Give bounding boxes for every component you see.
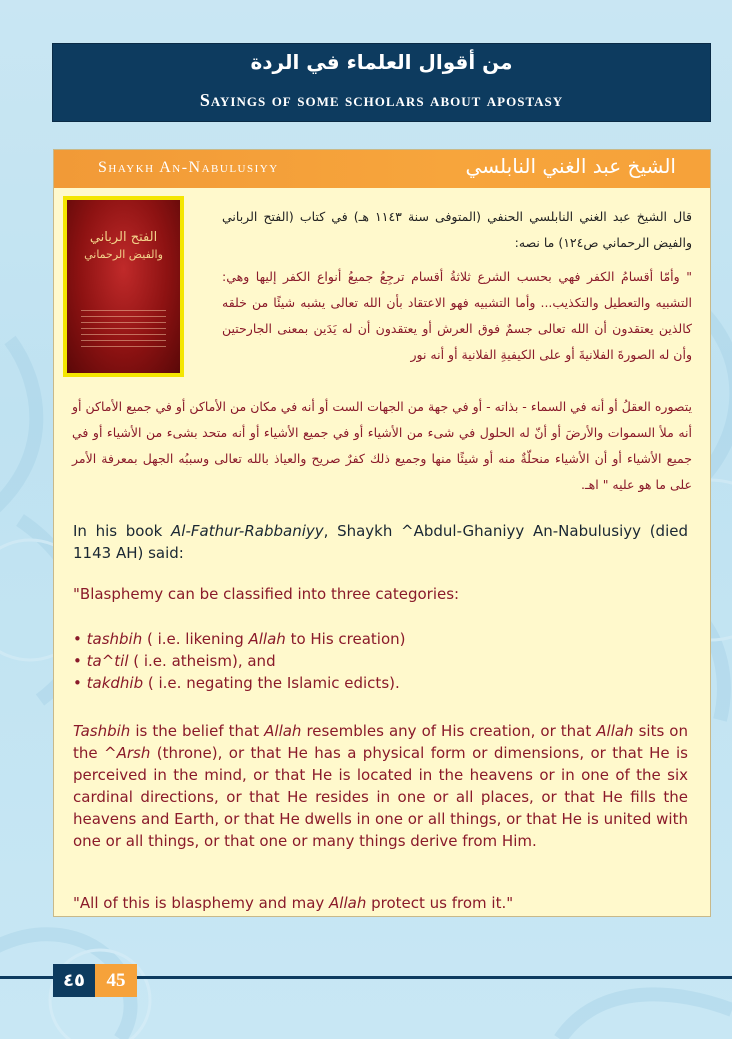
- arsh-word: ^Arsh: [104, 744, 151, 762]
- book-cover: [67, 200, 180, 373]
- term: tashbih: [86, 630, 143, 648]
- title-banner: [52, 43, 711, 122]
- tashbih-paragraph: [73, 720, 688, 852]
- allah-word: Allah: [248, 630, 286, 648]
- book-title: Al-Fathur-Rabbaniyy: [171, 522, 324, 540]
- tashbih-term: Tashbih: [73, 722, 131, 740]
- list-item: • takdhib ( i.e. negating the Islamic edicts).: [73, 674, 400, 692]
- card-heading-english: Shaykh An-Nabulusiyy: [98, 159, 279, 176]
- quote-card: [53, 149, 711, 917]
- term-desc: ( i.e. likening: [142, 630, 249, 648]
- term-desc: ( i.e. atheism), and: [128, 652, 276, 670]
- intro-prefix: In his book: [73, 522, 172, 540]
- term-desc: ( i.e. negating the Islamic edicts).: [143, 674, 400, 692]
- intro-suffix: , Shaykh ^Abdul-Ghaniyy An-Nabulusiyy (died 1143 AH) said:: [73, 522, 688, 562]
- arabic-quote-part2: يتصوره العقلُ أو أنه في السماء - بذاته - أو في جهة من الجهات الست أو أنه في مكان من الأماكن أو في جميع الأماكن أو أنه ملأ السموات والأرضَ أو أنّ له الحلول في شىء من الأشياء أو في جميع الأشياء أو أنه متحد بشىء من الأشياء أو في جميع الأشياء أو أن الأشياء منحلّةٌ منه أو شيئًا منها وجميع ذلك كفرٌ صريح والعياذ بالله تعالى وسببُه الجهل بمعرفة الأمر على ما هو عليه " اهـ.: [72, 399, 692, 492]
- term: takdhib: [86, 674, 144, 692]
- page-number-english: 45: [95, 964, 137, 997]
- allah-word: Allah: [329, 894, 367, 912]
- card-heading-arabic: الشيخ عبد الغني النابلسي: [465, 154, 676, 178]
- title-arabic: من أقوال العلماء في الردة: [250, 50, 513, 74]
- book-cover-image: [63, 196, 184, 377]
- categories-list: [73, 628, 688, 694]
- text-span: "All of this is blasphemy and may: [73, 894, 330, 912]
- book-title-line1: الفتح الرباني: [89, 230, 158, 245]
- allah-word: Allah: [596, 722, 634, 740]
- list-item: • tashbih ( i.e. likening Allah to His creation): [73, 630, 406, 648]
- text-span: protect us from it.": [366, 894, 514, 912]
- closing-quote: [73, 892, 688, 914]
- title-english: Sayings of some scholars about apostasy: [199, 90, 564, 110]
- english-intro: [73, 520, 688, 564]
- quote-opening: "Blasphemy can be classified into three categories:: [73, 585, 460, 603]
- text-span: resembles any of His creation, or that: [301, 722, 597, 740]
- book-cover-decoration: [81, 310, 166, 350]
- text-span: sits on the: [73, 722, 688, 762]
- book-title-line2: والفيض الرحماني: [84, 248, 163, 261]
- list-item: • ta^til ( i.e. atheism), and: [73, 652, 276, 670]
- arabic-intro: قال الشيخ عبد الغني النابلسي الحنفي (المتوفى سنة ١١٤٣ هـ) في كتاب (الفتح الرباني والفيض الرحماني ص١٢٤) ما نصه:: [222, 209, 692, 250]
- term: ta^til: [86, 652, 129, 670]
- page-number-arabic: ٤٥: [53, 964, 95, 997]
- allah-word: Allah: [264, 722, 302, 740]
- arabic-quote-part1: " وأمّا أقسامُ الكفر فهي بحسب الشرع ثلاثةُ أقسام ترجِعُ جميعُ أنواع الكفر إليها وهي: التشبيه والتعطيل والتكذيب... وأما التشبيه فهو الاعتقاد بأن الله تعالى يشبه شيئًا من خلقه كالذين يعتقدون أن الله تعالى جسمٌ فوق العرش أو يعتقدون أن له يَدَين بمعنى الجارحتين وأن له الصورةَ الفلانيةَ أو على الكيفيةِ الفلانية أو أنه نور: [222, 269, 692, 362]
- card-header: [54, 150, 710, 188]
- term-desc-2: to His creation): [285, 630, 406, 648]
- text-span: is the belief that: [130, 722, 265, 740]
- text-span: (throne), or that He has a physical form or dimensions, or that He is perceived in the mind, or that He is located in the heavens or in one of the six cardinal directions, or that He resides in one or all places, or that He fills the heavens and Earth, or that He dwells in one or all things, or that He is united with one or all things, or that one or many things derive from Him.: [73, 744, 689, 850]
